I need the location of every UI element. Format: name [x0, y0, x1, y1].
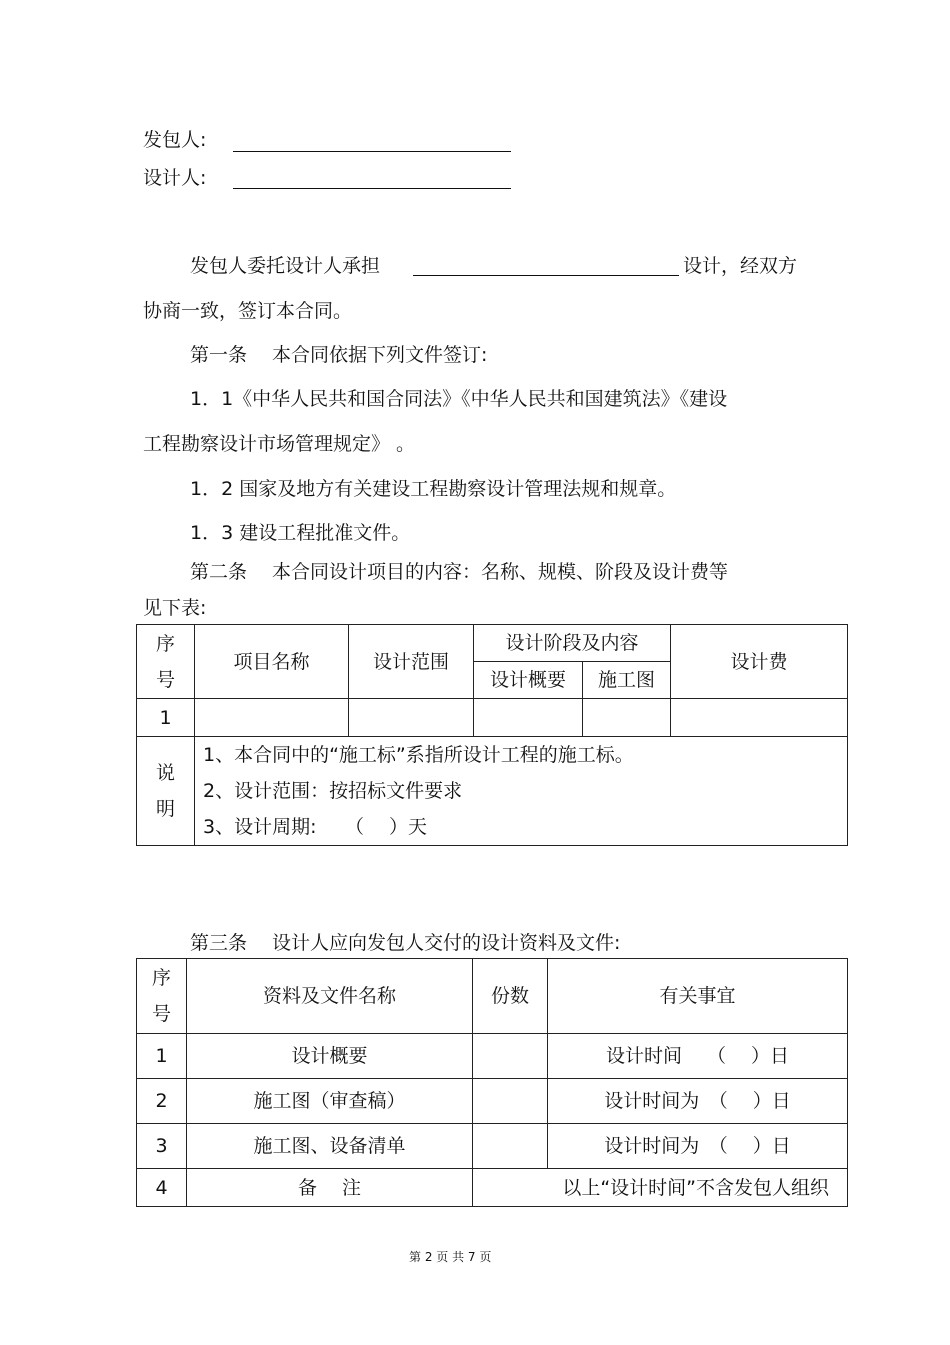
header-stage-outline: 设计概要	[474, 662, 583, 699]
row1-name	[195, 699, 349, 737]
header-seq3	[137, 959, 187, 1034]
note-line-2: 2、设计范围：按招标文件要求	[203, 780, 463, 802]
article1-item2: 1．2 国家及地方有关建设工程勘察设计管理法规和规章。	[190, 478, 677, 500]
header-seq3-1: 序	[151, 967, 171, 989]
note-line-3: 3、设计周期: （ ）天	[203, 816, 428, 838]
header-seq3-2: 号	[151, 1003, 171, 1025]
article1-item3: 1．3 建设工程批准文件。	[190, 522, 411, 544]
intro-line1-prefix: 发包人委托设计人承担	[190, 255, 381, 277]
table-row	[137, 1124, 848, 1169]
article2-title-line1: 第二条 本合同设计项目的内容：名称、规模、阶段及设计费等	[190, 561, 729, 583]
table-row	[137, 699, 848, 737]
article1-item1-line1: 1．1《中华人民共和国合同法》《中华人民共和国建筑法》《建设	[190, 388, 728, 410]
article1-item1-line2: 工程勘察设计市场管理规定》 。	[143, 433, 416, 455]
header-stage-construction: 施工图	[583, 662, 671, 699]
deliverable-copies	[473, 1079, 548, 1124]
page-number: 第 2 页 共 7 页	[409, 1250, 492, 1264]
deliverable-matters: 设计时间为 （ ）日	[548, 1079, 848, 1124]
header-design-scope: 设计范围	[349, 625, 474, 699]
header-design-stage: 设计阶段及内容	[474, 625, 671, 662]
note-content	[195, 737, 848, 846]
header-seq	[137, 625, 195, 699]
deliverable-matters: 设计时间 （ ）日	[548, 1034, 848, 1079]
deliverable-seq: 4	[137, 1169, 187, 1207]
intro-line1-suffix: 设计，经双方	[683, 255, 798, 277]
deliverable-copies	[473, 1124, 548, 1169]
header-seq-2: 号	[155, 668, 175, 691]
intro-line2: 协商一致，签订本合同。	[143, 300, 353, 322]
designer-label: 设计人:	[143, 167, 207, 189]
article3-title: 第三条 设计人应向发包人交付的设计资料及文件:	[190, 932, 621, 954]
row1-outline	[474, 699, 583, 737]
designer-underline	[233, 188, 511, 189]
header-copies: 份数	[473, 959, 548, 1034]
table-row	[137, 1034, 848, 1079]
deliverable-name: 施工图（审查稿）	[187, 1079, 473, 1124]
table-row	[137, 1079, 848, 1124]
note-label-1: 说	[155, 762, 175, 784]
header-project-name: 项目名称	[195, 625, 349, 699]
row1-seq: 1	[137, 699, 195, 737]
row1-scope	[349, 699, 474, 737]
article1-title: 第一条 本合同依据下列文件签订:	[190, 344, 488, 366]
client-underline	[233, 151, 511, 152]
deliverable-seq: 1	[137, 1034, 187, 1079]
deliverable-name: 施工图、设备清单	[187, 1124, 473, 1169]
deliverable-name: 设计概要	[187, 1034, 473, 1079]
note-label	[137, 737, 195, 846]
header-design-fee: 设计费	[671, 625, 848, 699]
table-row	[137, 1169, 848, 1207]
design-project-table	[136, 624, 848, 846]
client-label: 发包人:	[143, 129, 207, 151]
row1-fee	[671, 699, 848, 737]
deliverable-copies	[473, 1034, 548, 1079]
deliverable-seq: 3	[137, 1124, 187, 1169]
header-doc-name: 资料及文件名称	[187, 959, 473, 1034]
article2-title-line2: 见下表:	[143, 597, 207, 619]
note-label-2: 明	[155, 798, 175, 820]
deliverables-table	[136, 958, 848, 1207]
project-underline	[413, 275, 679, 276]
deliverable-seq: 2	[137, 1079, 187, 1124]
deliverable-remark: 以上“设计时间”不含发包人组织	[473, 1169, 848, 1207]
deliverable-matters: 设计时间为 （ ）日	[548, 1124, 848, 1169]
header-matters: 有关事宜	[548, 959, 848, 1034]
row1-construction	[583, 699, 671, 737]
deliverable-name: 备 注	[187, 1169, 473, 1207]
header-seq-1: 序	[155, 632, 175, 655]
note-line-1: 1、本合同中的“施工标”系指所设计工程的施工标。	[203, 744, 634, 766]
